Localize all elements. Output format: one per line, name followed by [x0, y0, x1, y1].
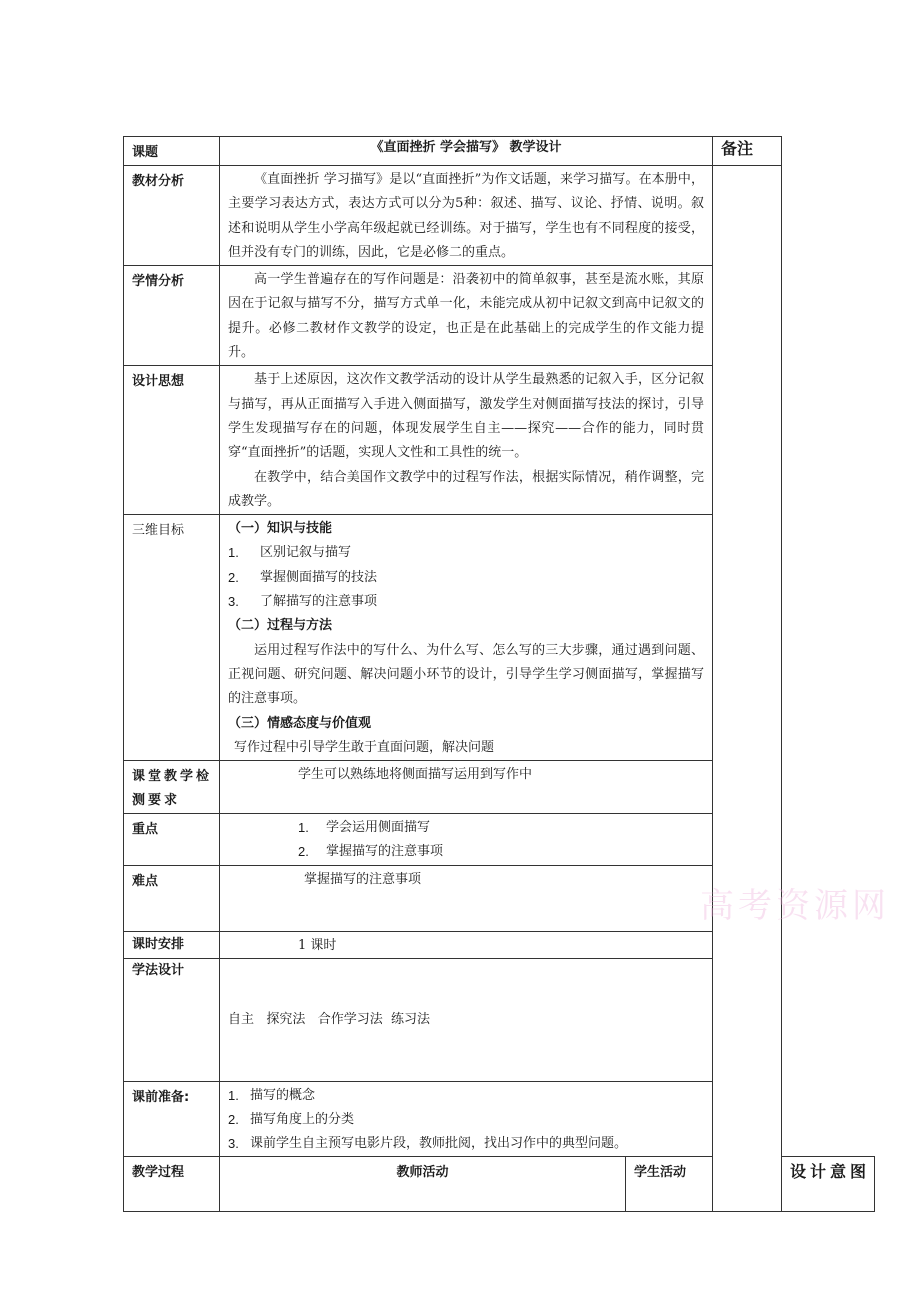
list-number: 2. — [228, 1111, 239, 1127]
watermark: 高考资源网 — [700, 886, 890, 926]
preparation-text: 描写角度上的分类 — [250, 1111, 355, 1127]
key-points-label: 重点 — [124, 814, 220, 866]
preparation-label: 课前准备: — [124, 1081, 220, 1157]
methods-content — [220, 959, 713, 1081]
remark-column — [713, 166, 782, 1212]
textbook-analysis-row — [124, 166, 875, 266]
key-points-content — [220, 814, 713, 866]
list-number: 2. — [298, 844, 309, 860]
process-method-heading: （二）过程与方法 — [228, 618, 333, 634]
textbook-analysis-content — [220, 166, 713, 266]
key-point-item — [298, 840, 704, 864]
design-intent-header: 设计意图 — [782, 1157, 875, 1212]
emotion-values-text: 写作过程中引导学生敢于直面问题，解决问题 — [234, 739, 495, 755]
objective-item — [228, 566, 704, 590]
assessment-text: 学生可以熟练地将侧面描写运用到写作中 — [298, 767, 533, 783]
preparation-content — [220, 1081, 713, 1157]
methods-text: 自主 探究法 合作学习法 练习法 — [228, 1011, 431, 1027]
key-point-text: 学会运用侧面描写 — [326, 820, 431, 836]
preparation-item — [228, 1108, 704, 1132]
preparation-item — [228, 1132, 704, 1156]
difficulties-text: 掌握描写的注意事项 — [304, 871, 422, 887]
objectives-content — [220, 515, 713, 761]
student-analysis-label: 学情分析 — [124, 266, 220, 366]
schedule-content — [220, 931, 713, 958]
teacher-activity-header: 教师活动 — [220, 1157, 626, 1212]
assessment-content — [220, 761, 713, 814]
textbook-analysis-label: 教材分析 — [124, 166, 220, 266]
preparation-item — [228, 1084, 704, 1108]
preparation-text: 描写的概念 — [250, 1087, 316, 1103]
title-label: 课题 — [124, 137, 220, 166]
objective-text: 区别记叙与描写 — [260, 545, 352, 561]
textbook-analysis-text: 《直面挫折 学习描写》是以“直面挫折”为作文话题，来学习描写。在本册中，主要学习表达方式，表达方式可以分为5种：叙述、描写、议论、抒情、说明。叙述和说明从学生小学高年级起就已经训练。对于描写，学生也有不同程度的接受，但并没有专门的训练，因此，它是必修二的重点。 — [228, 172, 704, 260]
preparation-text: 课前学生自主预写电影片段，教师批阅，找出习作中的典型问题。 — [250, 1136, 628, 1152]
objective-text: 掌握侧面描写的技法 — [260, 569, 378, 585]
difficulties-content — [220, 865, 713, 931]
list-number: 1. — [228, 1087, 239, 1103]
objective-item — [228, 541, 704, 565]
schedule-text: 1 课时 — [298, 937, 337, 953]
remark-header: 备注 — [713, 137, 782, 166]
list-number: 3. — [228, 1136, 239, 1152]
knowledge-skills-heading: （一）知识与技能 — [228, 521, 333, 537]
process-method-text: 运用过程写作法中的写什么、为什么写、怎么写的三大步骤，通过遇到问题、正视问题、研究问题、解决问题小环节的设计，引导学生学习侧面描写，掌握描写的注意事项。 — [228, 642, 704, 707]
objectives-label: 三维目标 — [124, 515, 220, 761]
title-row — [124, 137, 875, 166]
emotion-values-heading: （三）情感态度与价值观 — [228, 715, 372, 731]
student-activity-header: 学生活动 — [626, 1157, 713, 1212]
lesson-plan-table — [123, 136, 875, 1212]
list-number: 2. — [228, 569, 239, 585]
methods-label: 学法设计 — [124, 959, 220, 1081]
student-analysis-text: 高一学生普遍存在的写作问题是：沿袭初中的简单叙事，甚至是流水账，其原因在于记叙与描写不分，描写方式单一化，未能完成从初中记叙文到高中记叙文的提升。必修二教材作文教学的设定，也正是在此基础上的完成学生的作文能力提升。 — [228, 272, 704, 361]
objective-text: 了解描写的注意事项 — [260, 594, 378, 610]
key-point-text: 掌握描写的注意事项 — [326, 844, 444, 860]
assessment-label: 课堂教学检测要求 — [124, 761, 220, 814]
design-idea-paragraph-1: 基于上述原因，这次作文教学活动的设计从学生最熟悉的记叙入手，区分记叙与描写，再从正面描写入手进入侧面描写，激发学生对侧面描写技法的探讨，引导学生发现描写存在的问题，体现发展学生自主——探究——合作的能力，同时贯穿“直面挫折”的话题，实现人文性和工具性的统一。 — [228, 372, 704, 461]
design-idea-content — [220, 366, 713, 515]
objective-item — [228, 590, 704, 614]
design-idea-paragraph-2: 在教学中，结合美国作文教学中的过程写作法，根据实际情况，稍作调整，完成教学。 — [228, 469, 704, 509]
list-number: 3. — [228, 594, 239, 610]
student-analysis-content — [220, 266, 713, 366]
process-label: 教学过程 — [124, 1157, 220, 1212]
design-idea-label: 设计思想 — [124, 366, 220, 515]
list-number: 1. — [298, 820, 309, 836]
page-title: 《直面挫折 学会描写》 教学设计 — [220, 137, 713, 166]
key-point-item — [298, 816, 704, 840]
list-number: 1. — [228, 545, 239, 561]
difficulties-label: 难点 — [124, 865, 220, 931]
schedule-label: 课时安排 — [124, 931, 220, 958]
